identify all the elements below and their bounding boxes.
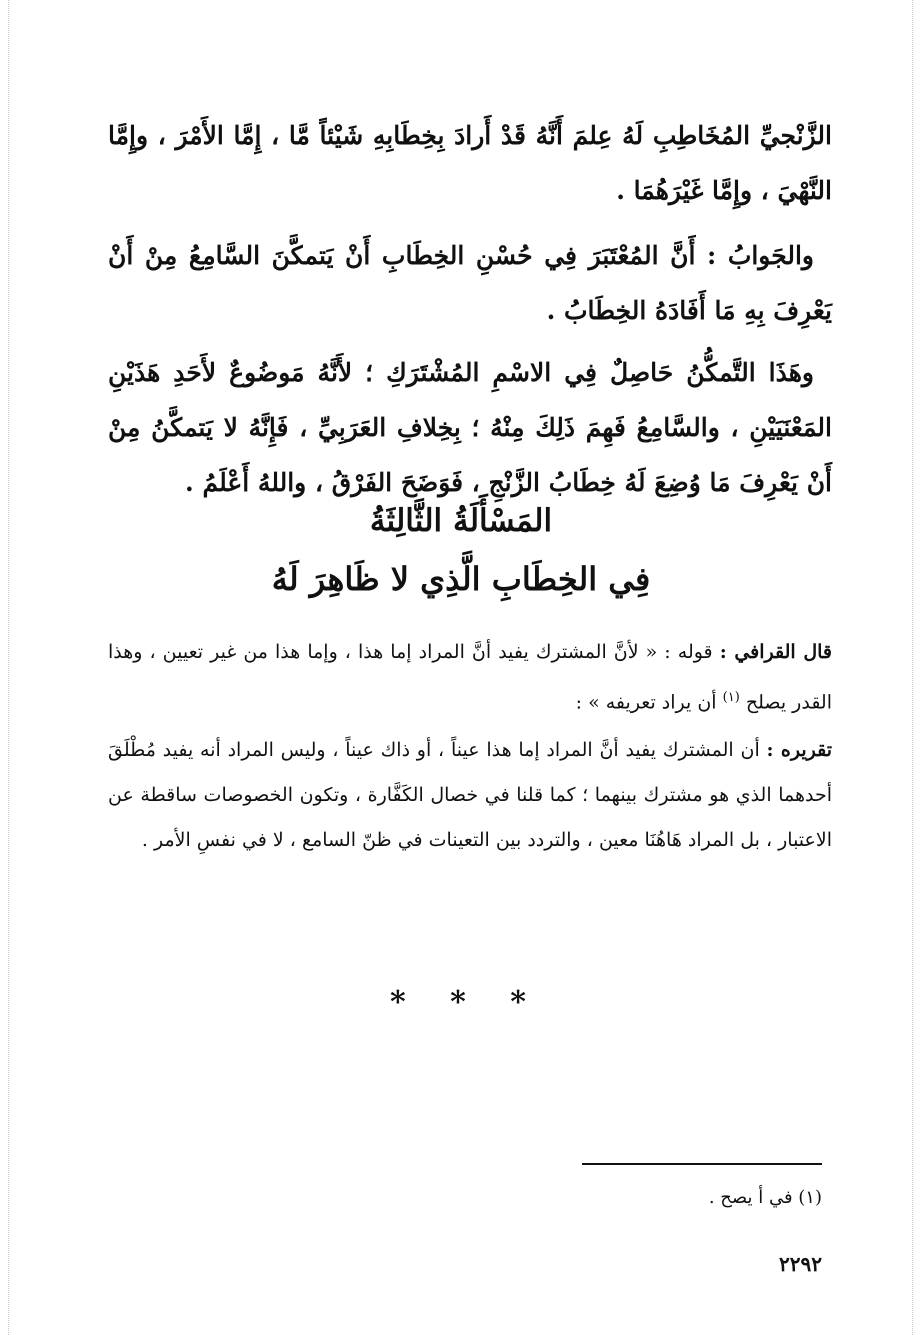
footnote-divider xyxy=(582,1163,822,1165)
taqrir-paragraph xyxy=(108,728,832,863)
page-number: ٢٢٩٢ xyxy=(779,1252,822,1276)
section-title: المَسْأَلَةُ الثَّالِثَةُ xyxy=(369,503,553,539)
qarafi-lead: قال القرافي : xyxy=(719,641,833,663)
footnote: (١) في أ يصح . xyxy=(708,1187,822,1208)
qarafi-text: قوله : « لأنَّ المشترك يفيد أنَّ المراد إما هذا ، وإما هذا من غير تعيين ، وهذا القدر يصلح xyxy=(108,641,832,714)
margin-dotted-line-right xyxy=(912,0,913,1335)
taqrir-lead: تقريره : xyxy=(766,739,832,761)
qarafi-text-end: أن يراد تعريفه » : xyxy=(575,691,717,714)
section-subtitle: فِي الخِطَابِ الَّذِي لا ظَاهِرَ لَهُ xyxy=(271,560,651,598)
section-separator-stars: * * * xyxy=(390,985,532,1020)
paragraph-1: الزَّنْجيِّ المُخَاطِبِ لَهُ عِلمَ أَنَّهُ قَدْ أَرادَ بِخِطَابِهِ شَيْئاً مَّا ، إِمَّا الأَمْرَ ، وإِمَّا النَّهْيَ ، وإِمَّا غَيْرَهُمَا . xyxy=(108,121,832,205)
qarafi-paragraph xyxy=(108,630,832,725)
margin-dotted-line-left xyxy=(8,0,9,1335)
footnote-ref: (١) xyxy=(722,690,740,705)
paragraph-2: والجَوابُ : أَنَّ المُعْتَبَرَ فِي حُسْنِ الخِطَابِ أَنْ يَتمكَّنَ السَّامِعُ مِنْ أَنْ يَعْرِفَ بِهِ مَا أَفَادَهُ الخِطَابُ . xyxy=(108,241,832,325)
taqrir-text: أن المشترك يفيد أنَّ المراد إما هذا عيناً ، أو ذاك عيناً ، وليس المراد أنه يفيد مُطْلَقَ أحدهما الذي هو مشترك بينهما ؛ كما قلنا في خصال الكَفَّارة ، وتكون الخصوصات ساقطة عن الاعتبار ، بل المراد هَاهُنَا معين ، والتردد بين التعينات في ظنّ السامع ، لا في نفسِ الأمر . xyxy=(108,739,832,851)
paragraph-3: وهَذَا التَّمكُّنُ حَاصِلٌ فِي الاسْمِ المُشْتَرَكِ ؛ لأَنَّهُ مَوضُوعٌ لأَحَدِ هَذَيْنِ المَعْنَيَيْنِ ، والسَّامِعُ فَهِمَ ذَلِكَ مِنْهُ ؛ بِخِلافِ العَرَبِيِّ ، فَإِنَّهُ لا يَتمكَّنُ مِنْ أَنْ يَعْرِفَ مَا وُضِعَ لَهُ خِطَابُ الزَّنْجِ ، فَوَضَحَ الفَرْقُ ، واللهُ أَعْلَمُ . xyxy=(108,358,832,497)
